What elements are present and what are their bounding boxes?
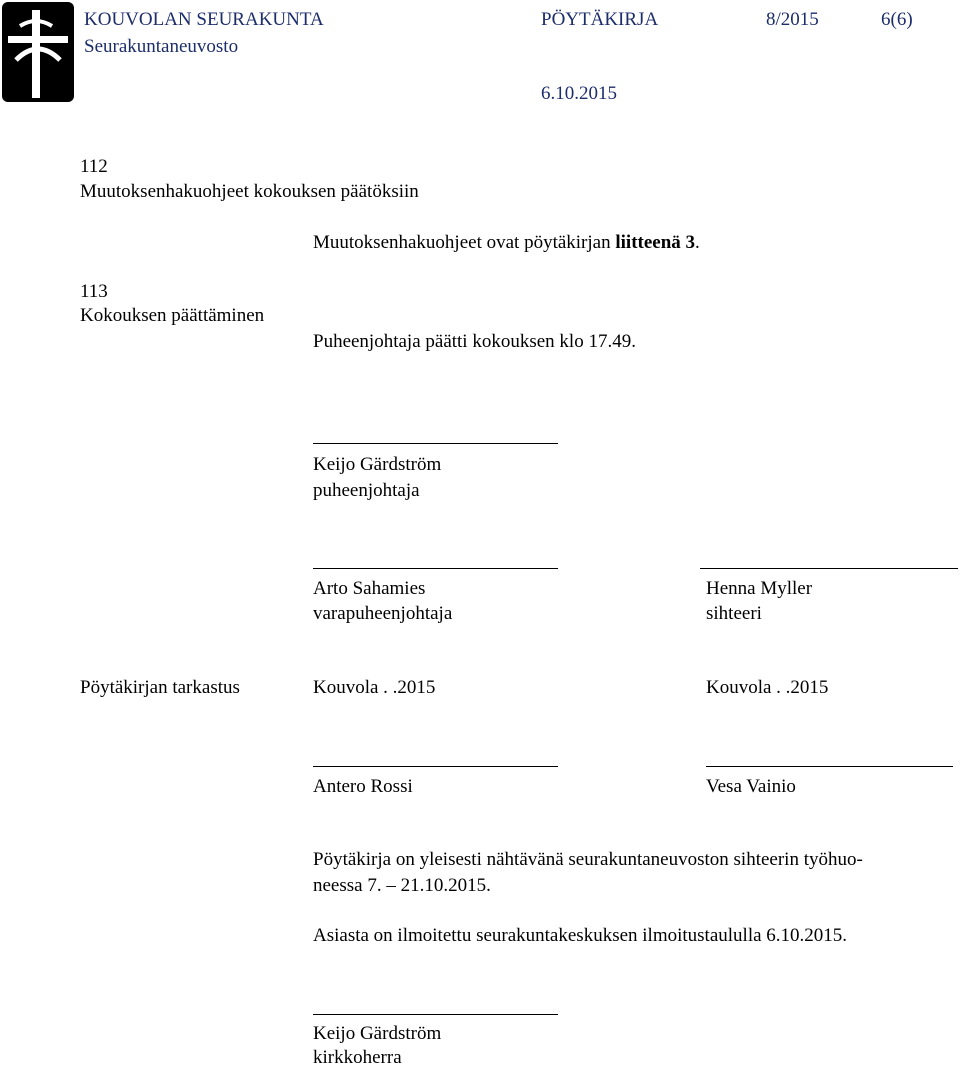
signature-line bbox=[700, 568, 958, 569]
chair-name: Keijo Gärdström bbox=[313, 454, 442, 475]
vice-chair-name: Arto Sahamies bbox=[313, 578, 426, 599]
section-112-text: Muutoksenhakuohjeet ovat pöytäkirjan liitteenä 3. bbox=[313, 232, 700, 253]
signature-line bbox=[313, 443, 558, 444]
final-signer-role: kirkkoherra bbox=[313, 1047, 402, 1068]
signature-line bbox=[313, 568, 558, 569]
vice-chair-role: varapuheenjohtaja bbox=[313, 603, 453, 624]
secretary-name: Henna Myller bbox=[706, 578, 813, 599]
review-place-date-1: Kouvola . .2015 bbox=[313, 677, 436, 698]
review-place-date-2: Kouvola . .2015 bbox=[706, 677, 829, 698]
body-name: Seurakuntaneuvosto bbox=[84, 36, 239, 57]
page-number: 6(6) bbox=[881, 9, 913, 30]
section-112-title: Muutoksenhakuohjeet kokouksen päätöksiin bbox=[80, 181, 419, 202]
section-113-title: Kokouksen päättäminen bbox=[80, 305, 265, 326]
signature-line bbox=[313, 766, 558, 767]
organization-name: KOUVOLAN SEURAKUNTA bbox=[84, 9, 324, 30]
secretary-role: sihteeri bbox=[706, 603, 762, 624]
doc-number: 8/2015 bbox=[766, 9, 819, 30]
meeting-date: 6.10.2015 bbox=[541, 83, 617, 104]
notice-line-2: neessa 7. – 21.10.2015. bbox=[313, 875, 491, 896]
final-signer-name: Keijo Gärdström bbox=[313, 1023, 442, 1044]
section-112-number: 112 bbox=[80, 156, 108, 177]
signature-line bbox=[706, 766, 953, 767]
section-113-number: 113 bbox=[80, 281, 108, 302]
review-label: Pöytäkirjan tarkastus bbox=[80, 677, 240, 698]
notice-line-3: Asiasta on ilmoitettu seurakuntakeskuksen ilmoitustaululla 6.10.2015. bbox=[313, 925, 848, 946]
signature-line bbox=[313, 1014, 558, 1015]
church-cross-logo-icon bbox=[2, 2, 74, 102]
section-113-text: Puheenjohtaja päätti kokouksen klo 17.49. bbox=[313, 331, 636, 352]
reviewer-1-name: Antero Rossi bbox=[313, 776, 413, 797]
doc-type: PÖYTÄKIRJA bbox=[541, 9, 659, 30]
reviewer-2-name: Vesa Vainio bbox=[706, 776, 796, 797]
chair-role: puheenjohtaja bbox=[313, 480, 420, 501]
notice-line-1: Pöytäkirja on yleisesti nähtävänä seurakuntaneuvoston sihteerin työhuo- bbox=[313, 849, 863, 870]
